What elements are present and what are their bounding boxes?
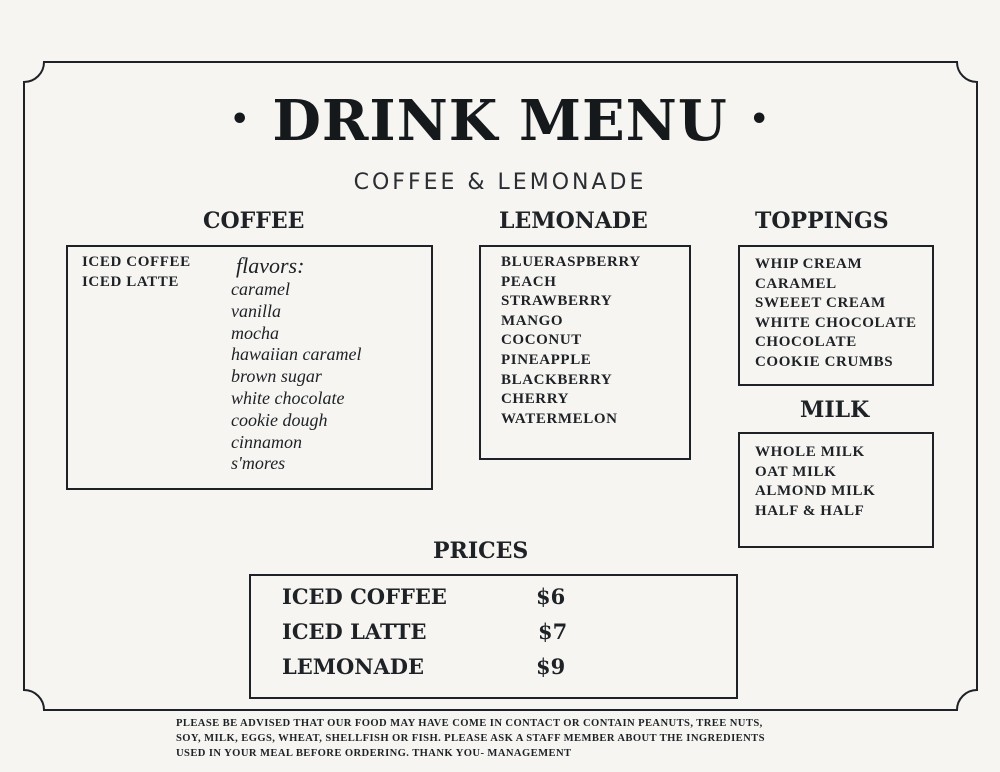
price-item-name: ICED LATTE bbox=[282, 619, 427, 644]
lemonade-item: COCONUT bbox=[501, 332, 582, 349]
toppings-box bbox=[738, 245, 934, 386]
flavors-title: flavors: bbox=[236, 253, 305, 278]
milk-item: ALMOND MILK bbox=[755, 483, 876, 500]
disclaimer-line: USED IN YOUR MEAL BEFORE ORDERING. THANK YOU- MANAGEMENT bbox=[176, 748, 572, 759]
disclaimer-line: SOY, MILK, EGGS, WHEAT, SHELLFISH OR FISH. PLEASE ASK A STAFF MEMBER ABOUT THE INGREDIENTS bbox=[176, 733, 765, 744]
prices-box bbox=[249, 574, 738, 699]
lemonade-item: WATERMELON bbox=[501, 410, 618, 427]
flavor-item: hawaiian caramel bbox=[231, 344, 362, 365]
flavor-item: vanilla bbox=[231, 300, 281, 321]
milk-box bbox=[738, 432, 934, 548]
lemonade-item: BLACKBERRY bbox=[501, 371, 613, 388]
milk-item: WHOLE MILK bbox=[755, 444, 865, 460]
topping-item: WHITE CHOCOLATE bbox=[755, 314, 917, 331]
flavor-item: s'mores bbox=[231, 453, 286, 474]
lemonade-heading: LEMONADE bbox=[499, 208, 648, 234]
topping-item: SWEEET CREAM bbox=[755, 295, 886, 312]
price-item-name: ICED COFFEE bbox=[282, 584, 447, 609]
lemonade-item: PINEAPPLE bbox=[501, 351, 592, 368]
topping-item: CHOCOLATE bbox=[755, 334, 857, 351]
lemonade-item: PEACH bbox=[501, 273, 557, 290]
menu-title-text: DRINK MENU bbox=[272, 88, 728, 154]
coffee-heading: COFFEE bbox=[203, 208, 305, 234]
topping-item: WHIP CREAM bbox=[755, 256, 863, 272]
topping-item: COOKIE CRUMBS bbox=[755, 353, 894, 370]
topping-item: CARAMEL bbox=[755, 275, 837, 292]
toppings-list bbox=[755, 255, 917, 373]
lemonade-list bbox=[501, 253, 641, 429]
lemonade-item: MANGO bbox=[501, 312, 564, 329]
coffee-drink-item: ICED LATTE bbox=[82, 273, 179, 290]
prices-heading: PRICES bbox=[433, 538, 529, 564]
milk-item: OAT MILK bbox=[755, 463, 837, 480]
toppings-heading: TOPPINGS bbox=[755, 208, 889, 234]
flavor-item: white chocolate bbox=[231, 387, 345, 408]
menu-subtitle: COFFEE & LEMONADE bbox=[353, 170, 647, 195]
lemonade-item: STRAWBERRY bbox=[501, 293, 613, 310]
menu-title bbox=[0, 88, 1000, 154]
milk-heading: MILK bbox=[800, 397, 870, 423]
flavors-list bbox=[231, 279, 362, 475]
flavor-item: brown sugar bbox=[231, 366, 322, 387]
disclaimer-line: PLEASE BE ADVISED THAT OUR FOOD MAY HAVE COME IN CONTACT OR CONTAIN PEANUTS, TREE NUTS, bbox=[176, 718, 763, 729]
allergen-disclaimer bbox=[176, 716, 836, 761]
lemonade-item: CHERRY bbox=[501, 391, 570, 408]
milk-list bbox=[755, 443, 875, 521]
price-value: $7 bbox=[538, 619, 568, 644]
flavor-item: caramel bbox=[231, 279, 290, 299]
lemonade-box bbox=[479, 245, 691, 460]
coffee-drinks-list bbox=[82, 253, 191, 292]
flavor-item: cookie dough bbox=[231, 409, 328, 430]
price-value: $9 bbox=[536, 654, 566, 679]
title-dot-left: • bbox=[230, 101, 251, 137]
coffee-drink-item: ICED COFFEE bbox=[82, 254, 191, 270]
milk-item: HALF & HALF bbox=[755, 502, 865, 519]
coffee-box bbox=[66, 245, 433, 490]
flavor-item: cinnamon bbox=[231, 431, 302, 452]
lemonade-item: BLUERASPBERRY bbox=[501, 254, 641, 270]
price-value: $6 bbox=[536, 584, 566, 609]
flavor-item: mocha bbox=[231, 322, 279, 343]
title-dot-right: • bbox=[749, 101, 770, 137]
price-item-name: LEMONADE bbox=[282, 654, 425, 679]
